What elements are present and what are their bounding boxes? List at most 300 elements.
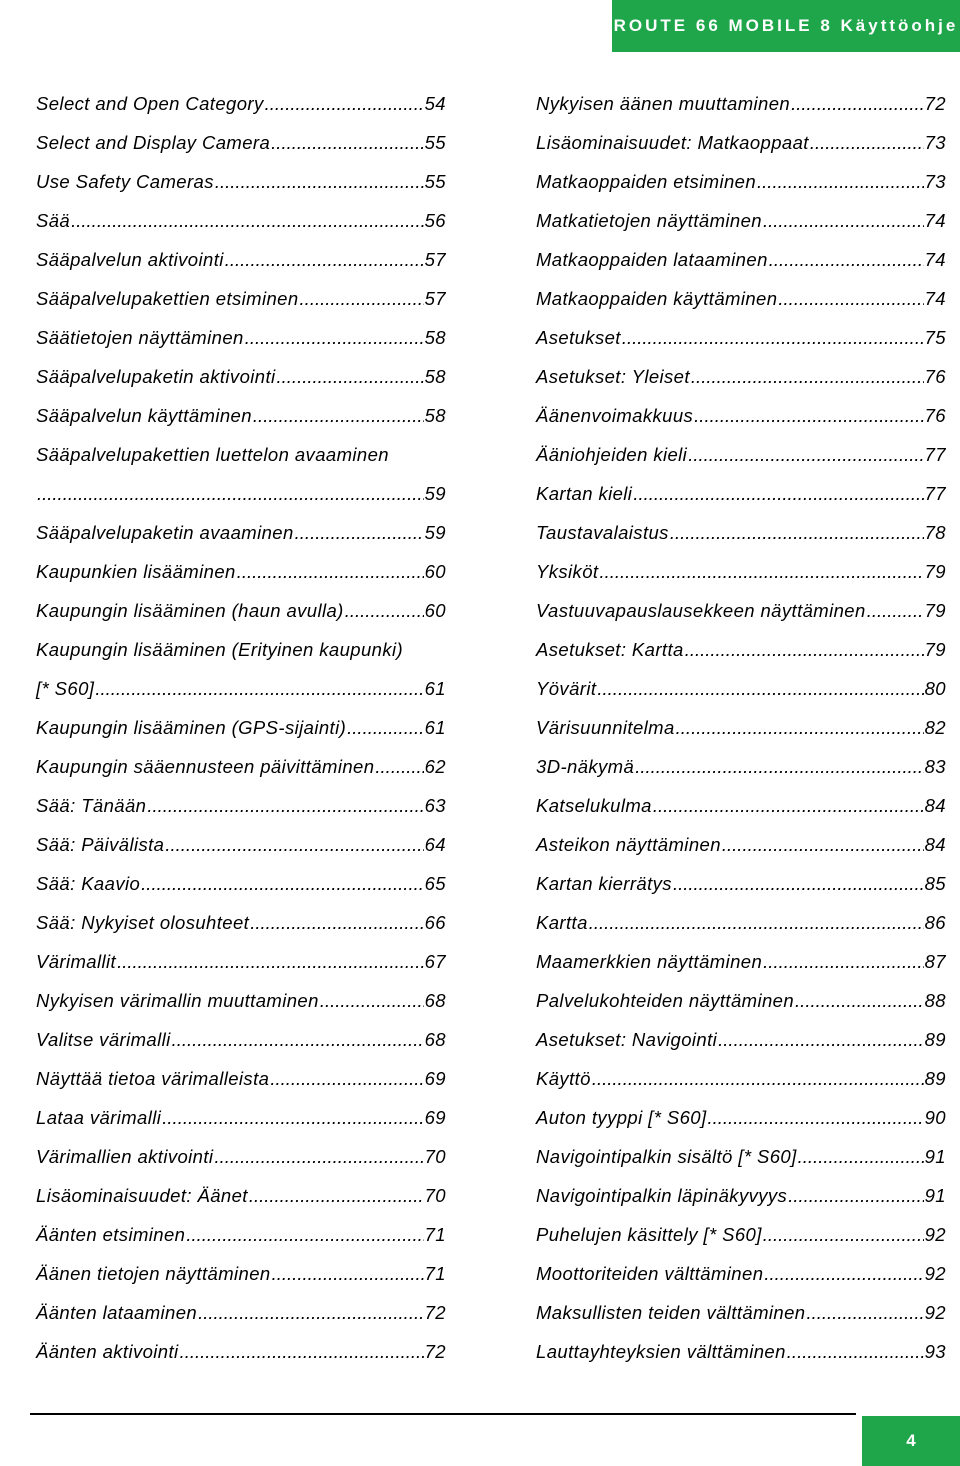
toc-entry-page: 88	[924, 990, 946, 1011]
toc-entry-title: Yövärit	[536, 678, 597, 699]
dot-leader	[245, 318, 424, 357]
toc-entry[interactable]	[536, 903, 946, 942]
dot-leader	[172, 1020, 424, 1059]
toc-entry-page: 56	[424, 210, 446, 231]
toc-entry-page: 70	[424, 1185, 446, 1206]
toc-entry-title: Sää: Tänään	[36, 795, 147, 816]
toc-entry[interactable]	[536, 942, 946, 981]
toc-entry-line	[536, 825, 946, 864]
toc-entry-page: 87	[924, 951, 946, 972]
dot-leader	[867, 591, 924, 630]
dot-leader	[688, 435, 923, 474]
toc-entry-title: Matkaoppaiden lataaminen	[536, 249, 768, 270]
toc-entry-line	[36, 357, 446, 396]
toc-entry-title: Kaupungin sääennusteen päivittäminen	[36, 756, 375, 777]
dot-leader	[270, 1059, 423, 1098]
toc-entry-page: 75	[924, 327, 946, 348]
toc-entry[interactable]	[36, 162, 446, 201]
toc-entry-line	[536, 1137, 946, 1176]
dot-leader	[757, 162, 924, 201]
page-number: 4	[906, 1431, 916, 1450]
toc-entry-page: 74	[924, 288, 946, 309]
dot-leader	[791, 84, 923, 123]
toc-entry-title: Maksullisten teiden välttäminen	[536, 1302, 806, 1323]
toc-entry-line	[536, 1215, 946, 1254]
toc-entry-title: Käyttö	[536, 1068, 591, 1089]
toc-entry-page: 90	[924, 1107, 946, 1128]
document-title: ROUTE 66 MOBILE 8 Käyttöohje	[613, 16, 959, 35]
dot-leader	[253, 396, 424, 435]
header-title-bar	[612, 0, 960, 52]
toc-entry-page: 84	[924, 795, 946, 816]
toc-entry[interactable]	[36, 84, 446, 123]
toc-entry-page: 67	[424, 951, 446, 972]
toc-entry-page: 72	[424, 1302, 446, 1323]
toc-entry-line	[536, 1293, 946, 1332]
toc-entry-line	[36, 1137, 446, 1176]
toc-entry-title: Kaupungin lisääminen (haun avulla)	[36, 600, 344, 621]
toc-entry[interactable]	[36, 630, 446, 708]
toc-entry-title: Asetukset: Yleiset	[536, 366, 690, 387]
toc-entry-page: 92	[924, 1302, 946, 1323]
dot-leader	[633, 474, 923, 513]
toc-entry-line	[536, 279, 946, 318]
toc-entry-line	[536, 123, 946, 162]
toc-entry-title: Sääpalvelupakettien etsiminen	[36, 288, 299, 309]
toc-entry[interactable]	[536, 1332, 946, 1371]
toc-entry-line	[536, 786, 946, 825]
toc-entry-page: 91	[924, 1146, 946, 1167]
toc-entry-title: Select and Open Category	[36, 93, 264, 114]
toc-entry-line	[536, 747, 946, 786]
toc-entry-title: Kartta	[536, 912, 588, 933]
toc-entry-title: Lisäominaisuudet: Matkaoppaat	[536, 132, 809, 153]
dot-leader	[676, 708, 924, 747]
toc-entry-page: 80	[924, 678, 946, 699]
toc-entry-page: 62	[424, 756, 446, 777]
toc-entry[interactable]	[36, 201, 446, 240]
toc-entry-line	[36, 84, 446, 123]
toc-entry[interactable]	[536, 786, 946, 825]
toc-entry-page: 86	[924, 912, 946, 933]
dot-leader	[249, 1176, 424, 1215]
toc-entry-line	[36, 513, 446, 552]
dot-leader	[718, 1020, 923, 1059]
toc-entry[interactable]	[36, 786, 446, 825]
dot-leader	[265, 84, 424, 123]
toc-entry-line	[36, 1020, 446, 1059]
toc-entry-line	[36, 1332, 446, 1371]
toc-entry-line	[536, 396, 946, 435]
dot-leader	[71, 201, 423, 240]
toc-entry-title: Yksiköt	[536, 561, 599, 582]
toc-entry-page: 68	[424, 1029, 446, 1050]
toc-entry-title: Matkatietojen näyttäminen	[536, 210, 762, 231]
toc-entry[interactable]	[536, 357, 946, 396]
toc-entry[interactable]	[536, 123, 946, 162]
toc-entry[interactable]	[36, 942, 446, 981]
dot-leader	[778, 279, 923, 318]
toc-entry[interactable]	[536, 240, 946, 279]
dot-leader	[810, 123, 924, 162]
footer-divider	[30, 1413, 856, 1415]
toc-entry-title: Vastuuvapauslausekkeen näyttäminen	[536, 600, 866, 621]
toc-entry-line	[536, 1254, 946, 1293]
toc-entry-title: Äänten etsiminen	[36, 1224, 186, 1245]
dot-leader	[277, 357, 424, 396]
toc-entry-title: Nykyisen värimallin muuttaminen	[36, 990, 319, 1011]
toc-entry-title: Use Safety Cameras	[36, 171, 214, 192]
dot-leader	[798, 1137, 924, 1176]
toc-entry[interactable]	[536, 552, 946, 591]
toc-entry[interactable]	[536, 1020, 946, 1059]
toc-entry-line	[36, 981, 446, 1020]
toc-entry-page: 74	[924, 249, 946, 270]
toc-entry[interactable]	[536, 1059, 946, 1098]
toc-entry[interactable]	[536, 708, 946, 747]
toc-entry-page: 85	[924, 873, 946, 894]
toc-entry-title: Kaupungin lisääminen (Erityinen kaupunki)	[36, 639, 404, 660]
toc-entry[interactable]	[536, 864, 946, 903]
dot-leader	[162, 1098, 423, 1137]
toc-entry-title: Sääpalvelupakettien luettelon avaaminen	[36, 444, 389, 465]
dot-leader	[95, 669, 423, 708]
toc-entry[interactable]	[536, 162, 946, 201]
toc-entry-title: Puhelujen käsittely [* S60]	[536, 1224, 762, 1245]
toc-entry-page: 61	[424, 678, 446, 699]
dot-leader	[592, 1059, 924, 1098]
toc-entry-line	[536, 474, 946, 513]
toc-entry[interactable]	[536, 1215, 946, 1254]
toc-entry[interactable]	[36, 747, 446, 786]
toc-entry-line	[536, 318, 946, 357]
toc-entry-page: 60	[424, 600, 446, 621]
toc-entry-line	[36, 318, 446, 357]
toc-entry[interactable]	[36, 708, 446, 747]
toc-entry-page: 57	[424, 288, 446, 309]
toc-entry-page: 59	[424, 522, 446, 543]
toc-entry-page: 89	[924, 1029, 946, 1050]
toc-entry-line	[536, 1098, 946, 1137]
toc-entry-page: 57	[424, 249, 446, 270]
toc-entry[interactable]	[536, 396, 946, 435]
toc-entry[interactable]	[536, 825, 946, 864]
toc-entry-title: Sää: Päivälista	[36, 834, 165, 855]
toc-entry-line	[36, 591, 446, 630]
dot-leader	[347, 708, 423, 747]
toc-entry-page: 79	[924, 639, 946, 660]
toc-entry-page: 93	[924, 1341, 946, 1362]
toc-entry-line	[536, 669, 946, 708]
toc-entry-page: 79	[924, 561, 946, 582]
toc-entry-title: Asetukset: Navigointi	[536, 1029, 718, 1050]
toc-entry[interactable]	[536, 1293, 946, 1332]
toc-entry-line	[36, 162, 446, 201]
toc-entry-line	[536, 981, 946, 1020]
toc-entry-page: 89	[924, 1068, 946, 1089]
toc-entry-page: 63	[424, 795, 446, 816]
dot-leader	[271, 123, 423, 162]
dot-leader	[787, 1332, 924, 1371]
dot-leader	[708, 1098, 924, 1137]
dot-leader	[763, 942, 923, 981]
toc-entry-title: Sää: Kaavio	[36, 873, 141, 894]
toc-entry[interactable]	[36, 318, 446, 357]
toc-entry[interactable]	[36, 435, 446, 513]
dot-leader	[215, 162, 424, 201]
dot-leader	[300, 279, 424, 318]
toc-entry[interactable]	[536, 669, 946, 708]
dot-leader	[670, 513, 924, 552]
toc-entry-title: Äänten aktivointi	[36, 1341, 179, 1362]
toc-entry-title: Palvelukohteiden näyttäminen	[536, 990, 795, 1011]
toc-entry-line	[536, 903, 946, 942]
toc-entry[interactable]	[36, 1137, 446, 1176]
toc-entry-line	[536, 435, 946, 474]
toc-entry-page: 71	[424, 1224, 446, 1245]
toc-entry-line	[536, 630, 946, 669]
toc-entry-line	[36, 240, 446, 279]
toc-entry-page: 83	[924, 756, 946, 777]
toc-entry[interactable]	[536, 981, 946, 1020]
toc-entry-page: 61	[424, 717, 446, 738]
dot-leader	[37, 474, 424, 513]
toc-entry[interactable]	[36, 591, 446, 630]
toc-entry-page: 92	[924, 1263, 946, 1284]
toc-entry-title: Sää	[36, 210, 71, 231]
dot-leader	[117, 942, 424, 981]
toc-entry-page: 65	[424, 873, 446, 894]
toc-entry[interactable]	[36, 1254, 446, 1293]
toc-entry[interactable]	[36, 552, 446, 591]
toc-entry-title: Moottoriteiden välttäminen	[536, 1263, 764, 1284]
toc-entry-line	[536, 240, 946, 279]
toc-entry[interactable]	[36, 1176, 446, 1215]
dot-leader	[795, 981, 924, 1020]
toc-entry-line	[36, 279, 446, 318]
toc-entry-line	[36, 708, 446, 747]
toc-entry-line	[536, 513, 946, 552]
toc-entry[interactable]	[36, 981, 446, 1020]
dot-leader	[295, 513, 424, 552]
dot-leader	[653, 786, 924, 825]
dot-leader	[237, 552, 424, 591]
toc-entry-title: Lataa värimalli	[36, 1107, 162, 1128]
toc-entry-line	[36, 1293, 446, 1332]
toc-entry-page: 77	[924, 444, 946, 465]
toc-entry[interactable]	[36, 513, 446, 552]
toc-entry[interactable]	[36, 1098, 446, 1137]
toc-right-column	[536, 84, 946, 1371]
dot-leader	[165, 825, 423, 864]
toc-entry-line	[36, 942, 446, 981]
toc-entry[interactable]	[536, 630, 946, 669]
toc-entry[interactable]	[536, 435, 946, 474]
toc-entry-title: Lisäominaisuudet: Äänet	[36, 1185, 248, 1206]
toc-entry-line	[536, 1176, 946, 1215]
toc-entry-title: Valitse värimalli	[36, 1029, 171, 1050]
dot-leader	[691, 357, 924, 396]
toc-entry-page: 64	[424, 834, 446, 855]
dot-leader	[769, 240, 924, 279]
toc-entry-page: 84	[924, 834, 946, 855]
toc-entry-line	[36, 1176, 446, 1215]
toc-entry-page: 76	[924, 405, 946, 426]
toc-entry[interactable]	[36, 1215, 446, 1254]
dot-leader	[589, 903, 924, 942]
toc-entry-line	[536, 552, 946, 591]
toc-entry-title: Taustavalaistus	[536, 522, 669, 543]
toc-entry-title: Äänten lataaminen	[36, 1302, 198, 1323]
toc-entry-page: 77	[924, 483, 946, 504]
toc-entry-page: 69	[424, 1107, 446, 1128]
toc-entry[interactable]	[36, 903, 446, 942]
dot-leader	[214, 1137, 423, 1176]
toc-entry[interactable]	[36, 1059, 446, 1098]
toc-entry-page: 79	[924, 600, 946, 621]
toc-entry-line	[36, 552, 446, 591]
toc-entry-title-continuation: [* S60]	[36, 678, 95, 699]
toc-entry-title: Äänenvoimakkuus	[536, 405, 694, 426]
toc-entry-page: 66	[424, 912, 446, 933]
toc-entry-page: 71	[424, 1263, 446, 1284]
toc-entry[interactable]	[36, 864, 446, 903]
toc-entry[interactable]	[536, 201, 946, 240]
toc-entry-title: Auton tyyppi [* S60]	[536, 1107, 707, 1128]
toc-entry-title: Sääpalvelun aktivointi	[36, 249, 224, 270]
dot-leader	[225, 240, 424, 279]
dot-leader	[635, 747, 923, 786]
dot-leader	[806, 1293, 923, 1332]
toc-entry[interactable]	[536, 279, 946, 318]
toc-entry[interactable]	[36, 1020, 446, 1059]
toc-entry-line	[536, 1059, 946, 1098]
toc-entry-title: Maamerkkien näyttäminen	[536, 951, 763, 972]
toc-entry-page: 55	[424, 171, 446, 192]
toc-entry[interactable]	[36, 1332, 446, 1371]
toc-entry-line	[536, 591, 946, 630]
toc-entry[interactable]	[36, 240, 446, 279]
toc-entry[interactable]	[536, 591, 946, 630]
toc-entry[interactable]	[36, 396, 446, 435]
toc-entry[interactable]	[536, 1098, 946, 1137]
toc-entry[interactable]	[536, 474, 946, 513]
toc-entry-page: 82	[924, 717, 946, 738]
dot-leader	[147, 786, 423, 825]
toc-entry-page: 58	[424, 405, 446, 426]
toc-entry-title: Select and Display Camera	[36, 132, 271, 153]
toc-entry[interactable]	[36, 357, 446, 396]
dot-leader	[250, 903, 423, 942]
toc-entry-title: Ääniohjeiden kieli	[536, 444, 688, 465]
toc-entry-title: Lauttayhteyksien välttäminen	[536, 1341, 786, 1362]
toc-entry-line	[36, 1098, 446, 1137]
toc-entry-line	[536, 864, 946, 903]
toc-entry[interactable]	[36, 825, 446, 864]
toc-entry-title: Sääpalvelupaketin avaaminen	[36, 522, 294, 543]
toc-entry-line	[36, 201, 446, 240]
dot-leader	[788, 1176, 923, 1215]
toc-entry-title: Asteikon näyttäminen	[536, 834, 721, 855]
toc-entry-page: 76	[924, 366, 946, 387]
dot-leader	[272, 1254, 424, 1293]
toc-entry-line	[36, 747, 446, 786]
toc-entry-line	[536, 1020, 946, 1059]
toc-entry-title: Sää: Nykyiset olosuhteet	[36, 912, 250, 933]
dot-leader	[673, 864, 924, 903]
dot-leader	[345, 591, 424, 630]
toc-entry[interactable]	[536, 1176, 946, 1215]
toc-entry[interactable]	[536, 1137, 946, 1176]
toc-entry-page: 70	[424, 1146, 446, 1167]
toc-entry-page: 91	[924, 1185, 946, 1206]
toc-entry[interactable]	[536, 513, 946, 552]
toc-left-column	[36, 84, 446, 1371]
toc-entry[interactable]	[536, 84, 946, 123]
toc-entry-page: 69	[424, 1068, 446, 1089]
toc-entry-page: 55	[424, 132, 446, 153]
toc-entry-page: 74	[924, 210, 946, 231]
dot-leader	[180, 1332, 424, 1371]
toc-entry-line	[36, 669, 446, 708]
toc-entry-title: Nykyisen äänen muuttaminen	[536, 93, 791, 114]
toc-entry-title: Asetukset: Kartta	[536, 639, 684, 660]
toc-entry-line	[36, 474, 446, 513]
toc-entry-title: Värimallien aktivointi	[36, 1146, 214, 1167]
toc-entry-title: Katselukulma	[536, 795, 652, 816]
toc-entry[interactable]	[536, 1254, 946, 1293]
toc-entry[interactable]	[36, 279, 446, 318]
toc-entry[interactable]	[36, 1293, 446, 1332]
toc-entry-line	[36, 1215, 446, 1254]
toc-entry[interactable]	[536, 747, 946, 786]
toc-entry-line	[536, 201, 946, 240]
toc-entry-line	[536, 708, 946, 747]
dot-leader	[685, 630, 924, 669]
toc-entry-line	[36, 903, 446, 942]
dot-leader	[622, 318, 924, 357]
toc-entry-title: Äänen tietojen näyttäminen	[36, 1263, 271, 1284]
toc-entry-line	[536, 1332, 946, 1371]
toc-entry-title: 3D-näkymä	[536, 756, 635, 777]
toc-entry-line	[36, 396, 446, 435]
toc-entry[interactable]	[36, 123, 446, 162]
toc-entry-title: Näyttää tietoa värimalleista	[36, 1068, 270, 1089]
dot-leader	[141, 864, 423, 903]
toc-entry-page: 72	[924, 93, 946, 114]
toc-entry-title: Sääpalvelupaketin aktivointi	[36, 366, 276, 387]
dot-leader	[722, 825, 924, 864]
page-number-box	[862, 1416, 960, 1466]
dot-leader	[597, 669, 923, 708]
toc-entry-line	[36, 825, 446, 864]
toc-entry-line	[36, 1059, 446, 1098]
dot-leader	[764, 1254, 923, 1293]
toc-entry-title: Kartan kierrätys	[536, 873, 672, 894]
toc-entry-title: Kaupungin lisääminen (GPS-sijainti)	[36, 717, 347, 738]
toc-entry[interactable]	[536, 318, 946, 357]
dot-leader	[763, 1215, 924, 1254]
toc-entry-page: 73	[924, 171, 946, 192]
toc-entry-page: 73	[924, 132, 946, 153]
toc-entry-title: Matkaoppaiden etsiminen	[536, 171, 757, 192]
toc-entry-page: 92	[924, 1224, 946, 1245]
toc-entry-line	[36, 786, 446, 825]
toc-entry-line	[536, 84, 946, 123]
toc-entry-title: Navigointipalkin sisältö [* S60]	[536, 1146, 797, 1167]
toc-entry-page: 59	[424, 483, 446, 504]
dot-leader	[599, 552, 923, 591]
